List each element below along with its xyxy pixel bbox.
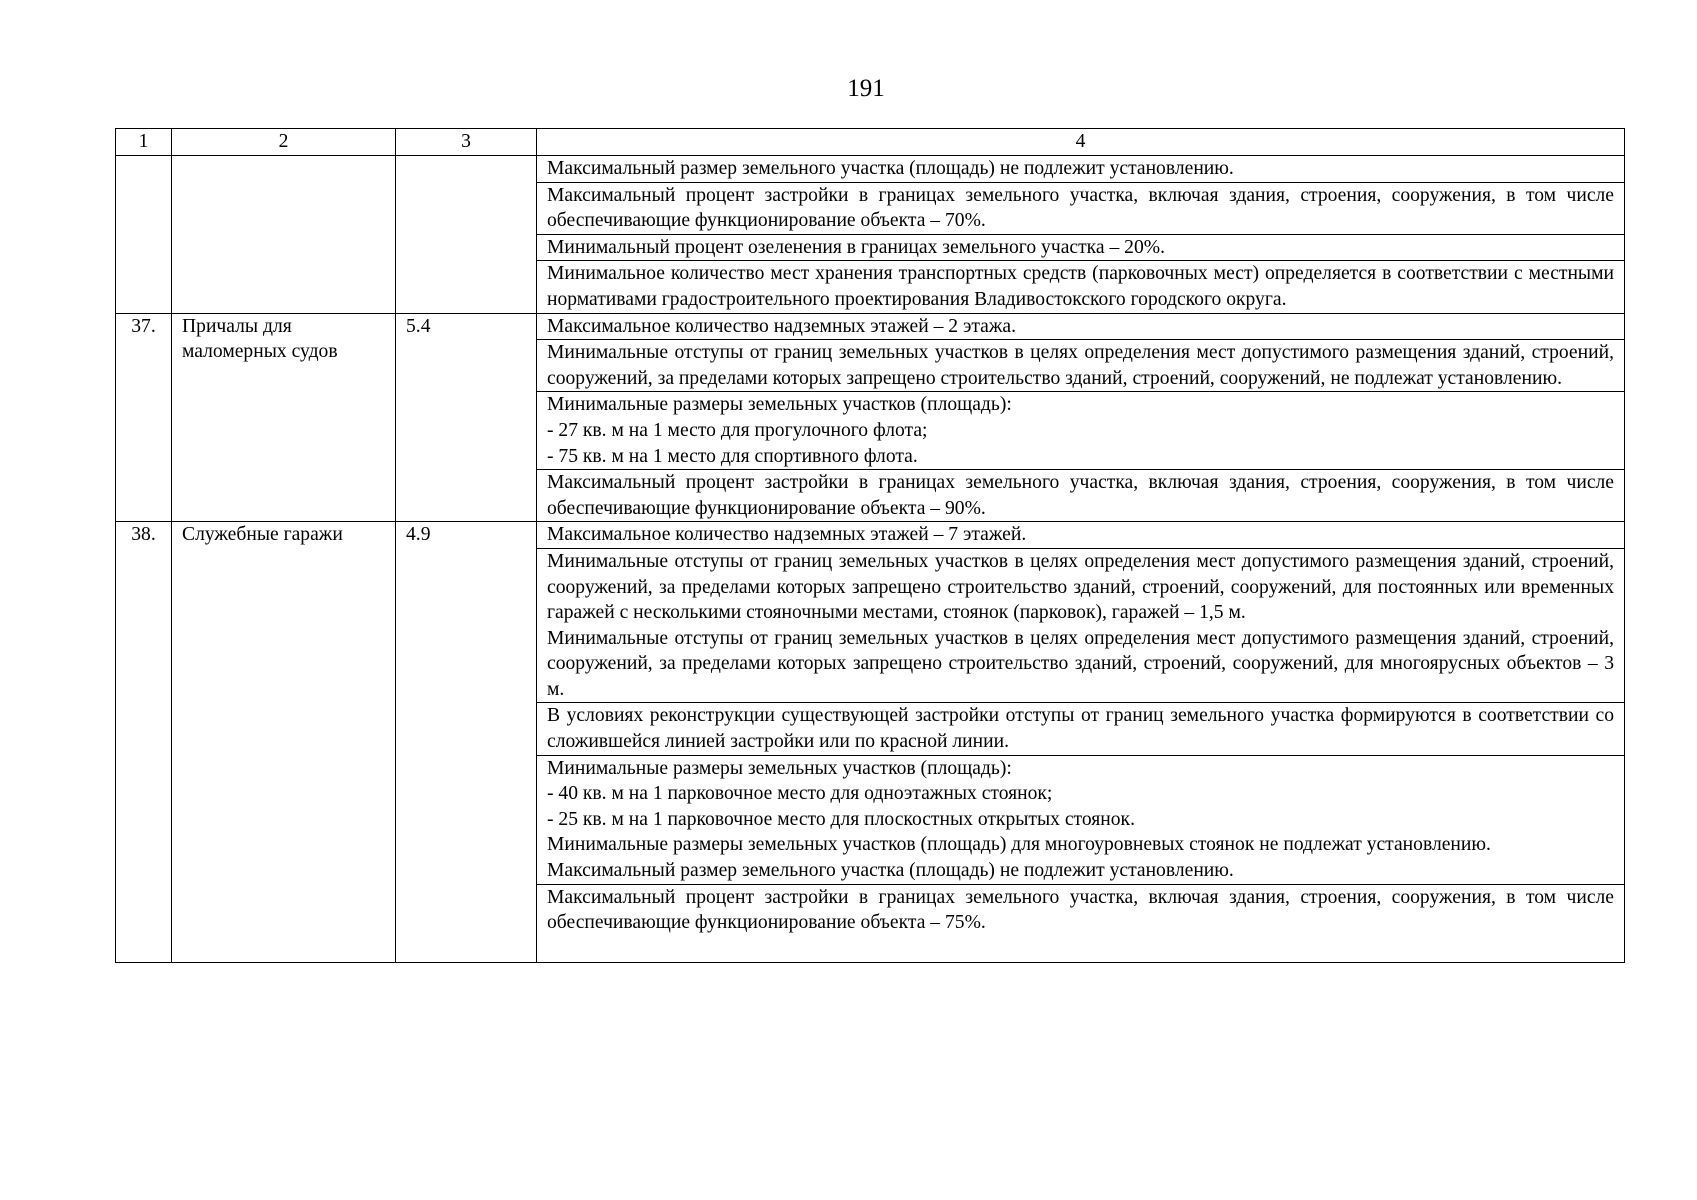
parameter-cell: Минимальные отступы от границ земельных участков в целях определения мест допустимого размещения зданий, строений, сооружений, за пределами которых запрещено строительство зданий, строений, сооружений, не подлежат установлению.	[537, 340, 1625, 392]
header-col-4: 4	[537, 129, 1625, 156]
parameter-cell: Минимальный процент озеленения в границах земельного участка – 20%.	[537, 234, 1625, 261]
parameter-cell: Максимальный процент застройки в границах земельного участка, включая здания, строения, сооружения, в том числе обеспечивающие функционирование объекта – 75%.	[537, 884, 1625, 962]
row-number-cell: 38.	[116, 522, 172, 963]
use-name-cell	[172, 156, 396, 314]
parameter-line: - 40 кв. м на 1 парковочное место для одноэтажных стоянок;	[547, 783, 1053, 805]
table-header-row	[116, 129, 1625, 156]
parameter-cell: Минимальное количество мест хранения транспортных средств (парковочных мест) определяется в соответствии с местными нормативами градостроительного проектирования Владивостокского городского округа.	[537, 261, 1625, 313]
regulations-table	[115, 128, 1625, 963]
parameter-line: - 25 кв. м на 1 парковочное место для плоскостных открытых стоянок.	[547, 808, 1135, 830]
parameter-cell	[537, 548, 1625, 703]
use-code-cell: 5.4	[396, 313, 537, 522]
parameter-cell: В условиях реконструкции существующей застройки отступы от границ земельного участка формируются в соответствии со сложившейся линией застройки или по красной линии.	[537, 703, 1625, 755]
parameter-cell: Максимальное количество надземных этажей – 2 этажа.	[537, 313, 1625, 340]
parameter-line: Минимальные размеры земельных участков (площадь):	[547, 394, 1012, 416]
parameter-cell: Максимальное количество надземных этажей – 7 этажей.	[537, 522, 1625, 549]
header-col-3: 3	[396, 129, 537, 156]
parameter-line: Максимальный размер земельного участка (площадь) не подлежит установлению.	[547, 860, 1234, 882]
parameter-paragraph: Минимальные отступы от границ земельных участков в целях определения мест допустимого размещения зданий, строений, сооружений, за пределами которых запрещено строительство зданий, строений, сооружений, для постоянных или временных гаражей с несколькими стояночными местами, стоянок (парковок), гаражей – 1,5 м.	[547, 550, 1614, 624]
use-name-cell: Служебные гаражи	[172, 522, 396, 963]
parameter-cell: Максимальный размер земельного участка (площадь) не подлежит установлению.	[537, 156, 1625, 183]
page-number: 191	[847, 75, 885, 102]
parameter-cell: Максимальный процент застройки в границах земельного участка, включая здания, строения, сооружения, в том числе обеспечивающие функционирование объекта – 70%.	[537, 182, 1625, 234]
use-code-cell: 4.9	[396, 522, 537, 963]
use-name-cell: Причалы для маломерных судов	[172, 313, 396, 522]
parameter-paragraph: Минимальные отступы от границ земельных участков в целях определения мест допустимого размещения зданий, строений, сооружений, за пределами которых запрещено строительство зданий, строений, сооружений, для многоярусных объектов – 3 м.	[547, 627, 1614, 700]
parameter-cell: Максимальный процент застройки в границах земельного участка, включая здания, строения, сооружения, в том числе обеспечивающие функционирование объекта – 90%.	[537, 470, 1625, 522]
row-number-cell: 37.	[116, 313, 172, 522]
table-row	[116, 313, 1625, 340]
use-code-cell	[396, 156, 537, 314]
header-col-2: 2	[172, 129, 396, 156]
table-row	[116, 522, 1625, 549]
table-row	[116, 156, 1625, 183]
parameter-line: - 75 кв. м на 1 место для спортивного флота.	[547, 445, 918, 467]
parameter-cell	[537, 755, 1625, 884]
row-number-cell	[116, 156, 172, 314]
parameter-line: - 27 кв. м на 1 место для прогулочного флота;	[547, 419, 928, 441]
header-col-1: 1	[116, 129, 172, 156]
parameter-line: Минимальные размеры земельных участков (площадь) для многоуровневых стоянок не подлежат установлению.	[547, 834, 1491, 856]
parameter-line: Минимальные размеры земельных участков (площадь):	[547, 757, 1012, 779]
parameter-cell	[537, 392, 1625, 470]
